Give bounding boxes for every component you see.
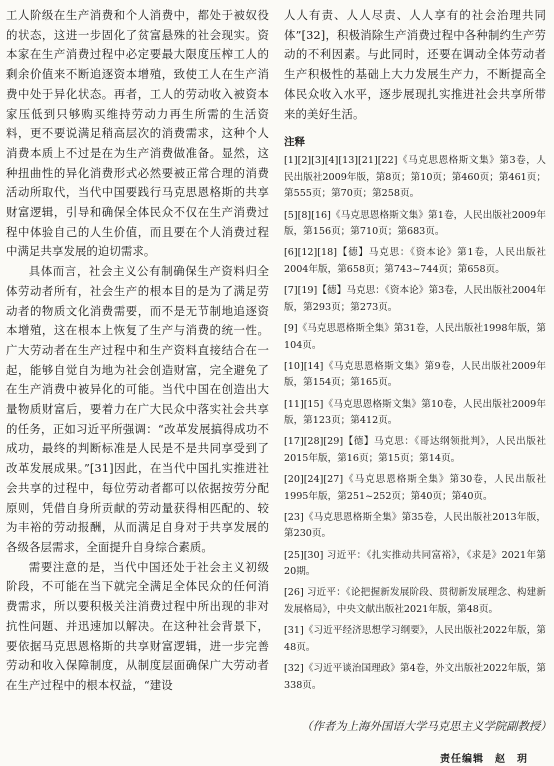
note-item: [23]《马克思恩格斯全集》第35卷，人民出版社2013年版，第230页。	[284, 511, 546, 540]
note-item: [7][19]【德】马克思：《资本论》第3卷，人民出版社2004年版，第293页；第273页。	[284, 285, 546, 313]
note-item: [11][15]《马克思恩格斯文集》第10卷，人民出版社2009年版，第123页；第412页。	[284, 398, 546, 427]
note-item: [20][24][27]《马克思恩格斯全集》第30卷，人民出版社1995年版，第251~252页；第40页；第40页。	[284, 474, 546, 502]
note-item: [25][30] 习近平：《扎实推动共同富裕》，《求是》2021年第20期。	[284, 549, 546, 578]
body-paragraph: 工人阶级在生产消费和个人消费中，都处于被奴役的状态，这进一步固化了贫富悬殊的社会现实。资本家在生产消费过程中必定要最大限度压榨工人的剩余价值来不断追逐资本增殖，致使工人在生产消费中处于异化状态。再者，工人的劳动收入被资本家压低到只够购买维持劳动力再生所需的生活资料，更不要说满足稍高层次的消费需求，这种个人消费本质上不过是在为生产消费做准备。显然，这种扭曲性的异化消费形式必然要被正常合理的消费活动所取代，当代中国要践行马克思恩格斯的共享财富逻辑，引导和确保全体民众不仅在生产消费过程中体验自己的人生价值，而且要在个人消费过程中满足共享发展的迫切需求。	[6, 8, 269, 259]
note-item: [6][12][18]【德】马克思：《资本论》第1卷，人民出版社2004年版，第658页；第743~744页；第658页。	[284, 247, 546, 275]
left-column	[6, 6, 269, 696]
note-item: [32]《习近平谈治国理政》第4卷，外文出版社2022年版，第338页。	[284, 662, 546, 691]
note-item: [9]《马克思恩格斯全集》第31卷，人民出版社1998年版，第104页。	[284, 322, 546, 351]
body-paragraph: 需要注意的是，当代中国还处于社会主义初级阶段，不可能在当下就完全满足全体民众的任何消费需求，所以要积极关注消费过程中所出现的非对抗性问题、并迅速加以解决。在这种社会背景下，要依据马克思恩格斯的共享财富逻辑，进一步完善劳动和收入保障制度，从制度层面确保广大劳动者在生产过程中的根本权益，“建设	[6, 559, 269, 692]
note-item: [5][8][16]《马克思恩格斯文集》第1卷，人民出版社2009年版，第156页；第710页；第683页。	[284, 209, 546, 238]
body-paragraph: 人人有责、人人尽责、人人享有的社会治理共同体”[32]，积极消除生产消费过程中各种制约生产劳动的不利因素。与此同时，还要在调动全体劳动者生产积极性的基础上大力发展生产力，不断提高全体民众收入水平，逐步展现扎实推进社会共享所带来的美好生活。	[284, 8, 546, 121]
note-item: [10][14]《马克思恩格斯文集》第9卷，人民出版社2009年版，第154页；第165页。	[284, 360, 546, 389]
note-item: [1][2][3][4][13][21][22]《马克思恩格斯文集》第3卷，人民出版社2009年版，第8页；第10页；第460页；第461页；第555页；第70页；第258页。	[284, 155, 546, 200]
right-column	[284, 6, 552, 766]
notes-heading: 注释	[284, 136, 305, 149]
body-paragraph: 具体而言，社会主义公有制确保生产资料归全体劳动者所有，社会生产的根本目的是为了满足劳动者的物质文化消费需要，而不是无节制地追逐资本增殖，这在根本上恢复了生产与消费的统一性。广大劳动者在生产过程中和生产资料直接结合在一起，能够自觉自为地为社会创造财富，完全避免了在生产消费中被异化的可能。当代中国在创造出大量物质财富后，要着力在广大民众中落实社会共享的任务，正如习近平所强调：“改革发展搞得成功不成功，最终的判断标准是人民是不是共同享受到了改革发展成果。”[31]因此，在当代中国扎实推进社会共享的过程中，每位劳动者都可以依据按劳分配原则，凭借自身所贡献的劳动量获得相匹配的、较为丰裕的劳动报酬，从而满足自身对于共享发展的各级各层需求，全面提升自身综合素质。	[6, 264, 269, 554]
notes-list	[284, 153, 546, 694]
note-item: [31]《习近平经济思想学习纲要》，人民出版社2022年版，第48页。	[284, 625, 546, 653]
editor-credit: 责任编辑 赵 玥	[440, 754, 528, 766]
author-note: （作者为上海外国语大学马克思主义学院副教授）	[301, 719, 552, 734]
note-item: [26] 习近平：《论把握新发展阶段、贯彻新发展理念、构建新发展格局》，中央文献出版社2021年版，第48页。	[284, 587, 546, 615]
note-item: [17][28][29]【德】马克思：《哥达纲领批判》，人民出版社2015年版，第16页；第15页；第14页。	[284, 436, 546, 464]
